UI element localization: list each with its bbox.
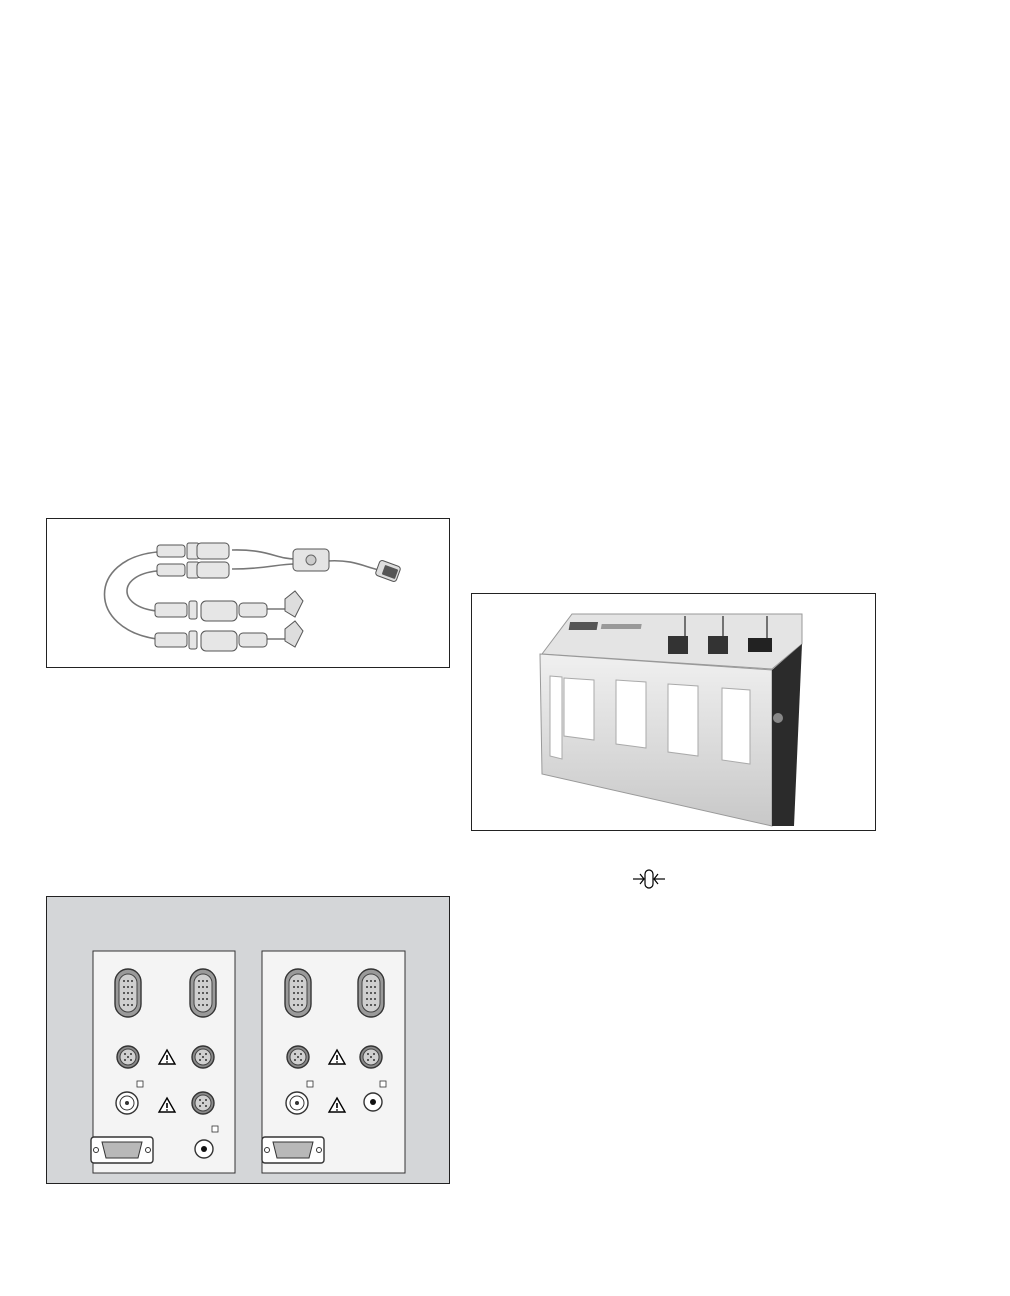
rack-key-1	[668, 636, 688, 654]
connector-panel-right	[262, 951, 405, 1173]
rack-keys	[668, 636, 772, 654]
defib-protected-symbol-icon	[632, 868, 666, 890]
rack-key-3	[748, 638, 772, 652]
clip-ends	[285, 591, 303, 647]
cable-figure	[46, 518, 450, 668]
connector-panels-figure	[46, 896, 450, 1184]
lower-connector-pair	[155, 601, 267, 651]
cable-illustration	[47, 519, 451, 669]
connector-panel-left	[91, 951, 235, 1173]
module-rack-illustration	[472, 594, 877, 832]
upper-connector-pair	[157, 543, 229, 578]
end-plug	[375, 560, 401, 583]
module-rack-figure	[471, 593, 876, 831]
rack-key-2	[708, 636, 728, 654]
splitter-box	[293, 549, 329, 571]
connector-panels-illustration	[47, 897, 451, 1185]
